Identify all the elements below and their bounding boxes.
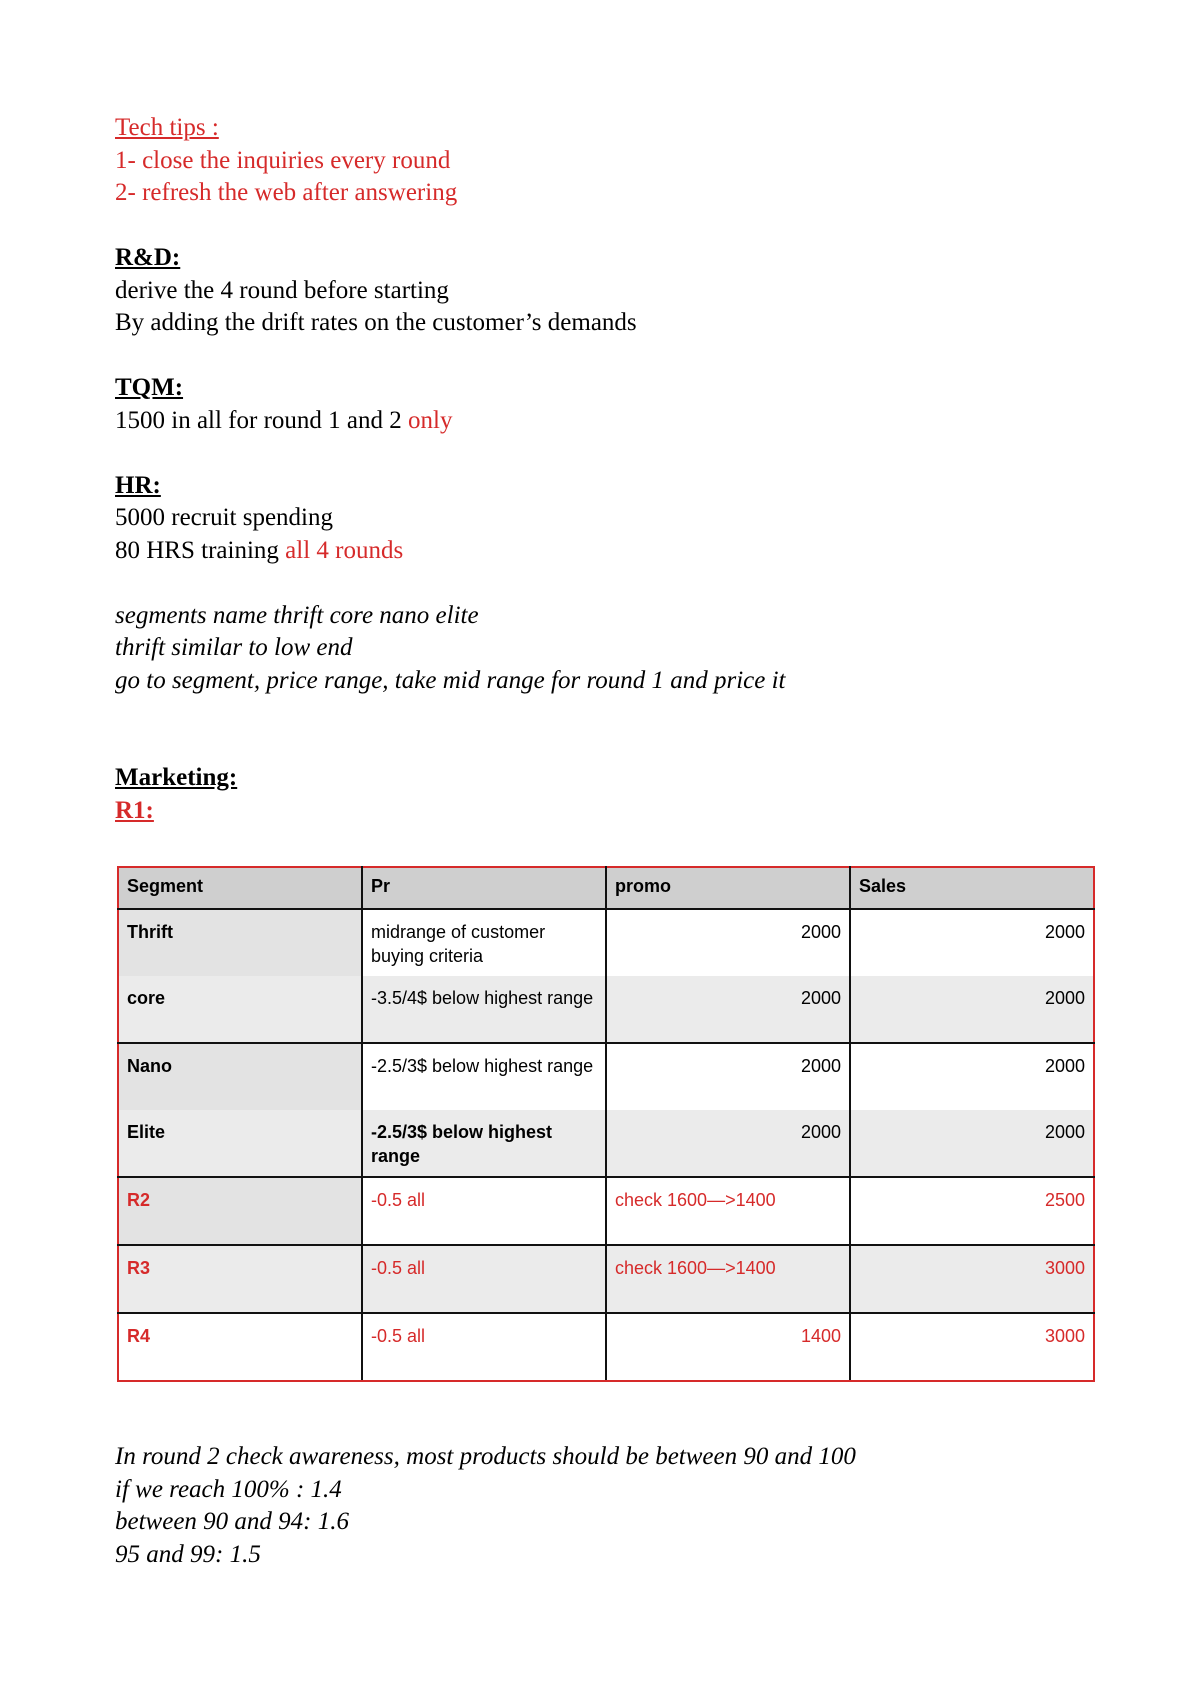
table-row: [118, 909, 1094, 976]
awareness-note-3: between 90 and 94: 1.6: [115, 1508, 349, 1535]
tqm-line-emphasis: only: [408, 406, 453, 434]
cell-sales: 3000: [850, 1313, 1094, 1381]
cell-segment: Thrift: [118, 909, 362, 976]
table-row: [118, 1313, 1094, 1381]
cell-segment: R4: [118, 1313, 362, 1381]
segments-note-2: thrift similar to low end: [115, 634, 353, 661]
awareness-note-1: In round 2 check awareness, most products should be between 90 and 100: [115, 1443, 856, 1470]
table-row: [118, 1110, 1094, 1177]
tqm-line-text: 1500 in all for round 1 and 2: [115, 406, 409, 434]
column-header-pr: Pr: [362, 867, 606, 909]
cell-sales: 2000: [850, 976, 1094, 1043]
cell-promo: check 1600—>1400: [606, 1245, 850, 1313]
cell-promo: check 1600—>1400: [606, 1177, 850, 1245]
tech-tip-2: 2- refresh the web after answering: [115, 179, 458, 206]
hr-line-2-emphasis: all 4 rounds: [285, 536, 404, 564]
cell-sales: 2000: [850, 1043, 1094, 1110]
table-row: [118, 976, 1094, 1043]
awareness-note-2: if we reach 100% : 1.4: [115, 1475, 342, 1503]
document-body: [115, 112, 1100, 827]
cell-sales: 2000: [850, 1110, 1094, 1177]
column-header-sales: Sales: [850, 867, 1094, 909]
cell-promo: 2000: [606, 976, 850, 1043]
cell-promo: 2000: [606, 1043, 850, 1110]
cell-pr: -3.5/4$ below highest range: [362, 976, 606, 1043]
marketing-subheading: R1:: [115, 796, 154, 824]
table-row: [118, 1245, 1094, 1313]
segments-note-1: segments name thrift core nano elite: [115, 601, 479, 629]
cell-sales: 2500: [850, 1177, 1094, 1245]
tech-tip-1: 1- close the inquiries every round: [115, 146, 451, 174]
column-header-segment: Segment: [118, 867, 362, 909]
rnd-heading: R&D:: [115, 244, 181, 271]
table-row: [118, 1043, 1094, 1110]
hr-line-2-text: 80 HRS training: [115, 536, 286, 564]
marketing-heading: Marketing:: [115, 764, 238, 791]
cell-segment: Elite: [118, 1110, 362, 1177]
table-row: [118, 1177, 1094, 1245]
cell-pr: -2.5/3$ below highest range: [362, 1110, 606, 1177]
cell-pr: -0.5 all: [362, 1245, 606, 1313]
cell-sales: 2000: [850, 909, 1094, 976]
cell-pr: -2.5/3$ below highest range: [362, 1043, 606, 1110]
tqm-heading: TQM:: [115, 374, 184, 401]
hr-line-1: 5000 recruit spending: [115, 504, 334, 531]
cell-promo: 2000: [606, 1110, 850, 1177]
awareness-notes: [115, 1441, 856, 1571]
tqm-line: [115, 405, 1100, 438]
column-header-promo: promo: [606, 867, 850, 909]
cell-promo: 2000: [606, 909, 850, 976]
cell-sales: 3000: [850, 1245, 1094, 1313]
cell-pr: midrange of customer buying criteria: [362, 909, 606, 976]
table-header-row: [118, 867, 1094, 909]
rnd-line-2: By adding the drift rates on the customer’s demands: [115, 309, 637, 336]
cell-pr: -0.5 all: [362, 1313, 606, 1381]
cell-segment: Nano: [118, 1043, 362, 1110]
cell-segment: R3: [118, 1245, 362, 1313]
hr-line-2: [115, 535, 1100, 568]
cell-segment: core: [118, 976, 362, 1043]
segments-note-3: go to segment, price range, take mid range for round 1 and price it: [115, 666, 786, 694]
awareness-note-4: 95 and 99: 1.5: [115, 1540, 261, 1568]
hr-heading: HR:: [115, 471, 161, 499]
tech-tips-title: Tech tips :: [115, 114, 219, 141]
rnd-line-1: derive the 4 round before starting: [115, 276, 449, 304]
marketing-table: [117, 866, 1095, 1382]
cell-promo: 1400: [606, 1313, 850, 1381]
cell-pr: -0.5 all: [362, 1177, 606, 1245]
cell-segment: R2: [118, 1177, 362, 1245]
